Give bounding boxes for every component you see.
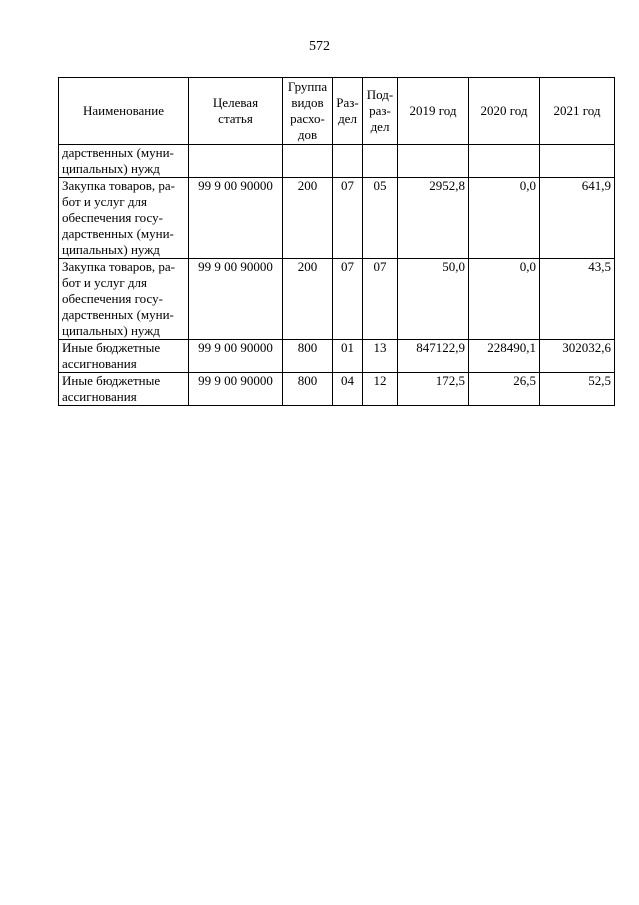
- page-number: 572: [309, 39, 330, 54]
- table-header-row: [59, 78, 615, 145]
- header-subsection: Под- раз- дел: [363, 78, 398, 145]
- cell-name: Иные бюджетные ассигнования: [59, 340, 189, 373]
- table-row: [59, 145, 615, 178]
- header-target: Целевая статья: [189, 78, 283, 145]
- table-row: [59, 373, 615, 406]
- header-group: Группа видов расхо- дов: [283, 78, 333, 145]
- cell-section: [333, 145, 363, 178]
- cell-section: 04: [333, 373, 363, 406]
- cell-2019: 847122,9: [398, 340, 469, 373]
- cell-name: Закупка товаров, ра- бот и услуг для обеспечения госу- дарственных (муни- ципальных) нужд: [59, 259, 189, 340]
- cell-2021: 52,5: [540, 373, 615, 406]
- cell-subsection: 07: [363, 259, 398, 340]
- cell-group: 200: [283, 259, 333, 340]
- cell-target: 99 9 00 90000: [189, 178, 283, 259]
- cell-target: [189, 145, 283, 178]
- header-2019: 2019 год: [398, 78, 469, 145]
- cell-2021: 302032,6: [540, 340, 615, 373]
- cell-2019: 50,0: [398, 259, 469, 340]
- cell-group: [283, 145, 333, 178]
- cell-target: 99 9 00 90000: [189, 340, 283, 373]
- cell-section: 07: [333, 259, 363, 340]
- cell-2019: 2952,8: [398, 178, 469, 259]
- cell-target: 99 9 00 90000: [189, 259, 283, 340]
- cell-2020: 228490,1: [469, 340, 540, 373]
- cell-group: 800: [283, 373, 333, 406]
- cell-section: 07: [333, 178, 363, 259]
- cell-2021: [540, 145, 615, 178]
- cell-subsection: 12: [363, 373, 398, 406]
- cell-subsection: 13: [363, 340, 398, 373]
- table-row: [59, 178, 615, 259]
- budget-table: [58, 77, 615, 406]
- cell-2020: 26,5: [469, 373, 540, 406]
- table-row: [59, 340, 615, 373]
- cell-group: 800: [283, 340, 333, 373]
- cell-subsection: 05: [363, 178, 398, 259]
- cell-2020: 0,0: [469, 178, 540, 259]
- cell-name: дарственных (муни- ципальных) нужд: [59, 145, 189, 178]
- header-2021: 2021 год: [540, 78, 615, 145]
- cell-2020: 0,0: [469, 259, 540, 340]
- header-section: Раз- дел: [333, 78, 363, 145]
- cell-group: 200: [283, 178, 333, 259]
- table-row: [59, 259, 615, 340]
- header-name: Наименование: [59, 78, 189, 145]
- cell-name: Иные бюджетные ассигнования: [59, 373, 189, 406]
- cell-target: 99 9 00 90000: [189, 373, 283, 406]
- cell-section: 01: [333, 340, 363, 373]
- cell-2019: [398, 145, 469, 178]
- cell-2020: [469, 145, 540, 178]
- cell-subsection: [363, 145, 398, 178]
- cell-name: Закупка товаров, ра- бот и услуг для обеспечения госу- дарственных (муни- ципальных) нужд: [59, 178, 189, 259]
- header-2020: 2020 год: [469, 78, 540, 145]
- cell-2021: 43,5: [540, 259, 615, 340]
- cell-2019: 172,5: [398, 373, 469, 406]
- cell-2021: 641,9: [540, 178, 615, 259]
